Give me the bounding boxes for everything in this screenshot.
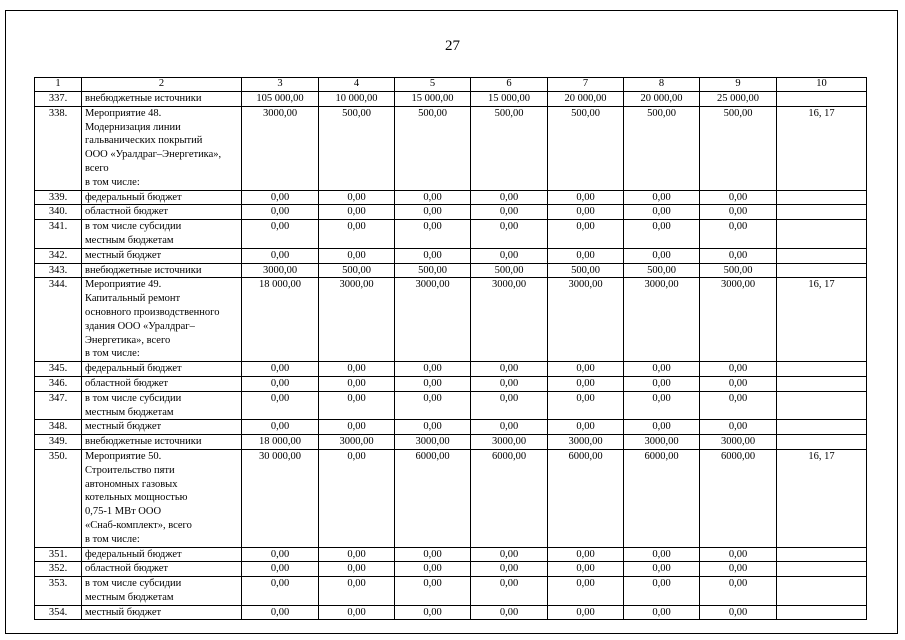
value-cell: 0,00 <box>700 420 777 435</box>
description-line: здания ООО «Уралдраг– <box>85 320 195 332</box>
row-description <box>82 263 242 278</box>
value-cell: 3000,00 <box>471 278 548 362</box>
value-cell: 0,00 <box>548 362 624 377</box>
table-row <box>35 220 867 249</box>
value-cell: 0,00 <box>548 391 624 420</box>
col-header: 4 <box>319 78 395 92</box>
description-line: местный бюджет <box>85 249 162 261</box>
description-line: котельных мощностью <box>85 492 188 504</box>
table-row <box>35 106 867 190</box>
value-cell: 15 000,00 <box>395 92 471 107</box>
row-number: 345. <box>35 362 82 377</box>
value-cell: 0,00 <box>624 362 700 377</box>
description-line: в том числе: <box>85 348 140 360</box>
row-description <box>82 577 242 606</box>
description-line: Мероприятие 50. <box>85 450 162 462</box>
target-indicator-ref <box>777 562 867 577</box>
target-indicator-ref <box>777 263 867 278</box>
value-cell: 0,00 <box>395 220 471 249</box>
value-cell: 0,00 <box>242 420 319 435</box>
row-description <box>82 376 242 391</box>
description-line: автономных газовых <box>85 478 178 490</box>
value-cell: 0,00 <box>242 605 319 620</box>
col-header: 8 <box>624 78 700 92</box>
row-number: 337. <box>35 92 82 107</box>
row-number: 343. <box>35 263 82 278</box>
value-cell: 0,00 <box>242 190 319 205</box>
description-line: гальванических покрытий <box>85 135 203 147</box>
value-cell: 0,00 <box>548 376 624 391</box>
description-line: ООО «Уралдраг–Энергетика», <box>85 149 222 161</box>
col-header: 2 <box>82 78 242 92</box>
table-row <box>35 547 867 562</box>
value-cell: 0,00 <box>395 577 471 606</box>
value-cell: 0,00 <box>624 547 700 562</box>
value-cell: 0,00 <box>395 391 471 420</box>
row-description <box>82 362 242 377</box>
row-description <box>82 220 242 249</box>
value-cell: 0,00 <box>242 547 319 562</box>
target-indicator-ref <box>777 547 867 562</box>
value-cell: 10 000,00 <box>319 92 395 107</box>
col-header: 7 <box>548 78 624 92</box>
row-number: 348. <box>35 420 82 435</box>
table-row <box>35 92 867 107</box>
value-cell: 105 000,00 <box>242 92 319 107</box>
table-row <box>35 562 867 577</box>
value-cell: 0,00 <box>548 420 624 435</box>
value-cell: 3000,00 <box>395 278 471 362</box>
col-header: 10 <box>777 78 867 92</box>
value-cell: 0,00 <box>548 562 624 577</box>
value-cell: 500,00 <box>395 106 471 190</box>
description-line: 0,75-1 МВт ООО <box>85 506 162 518</box>
value-cell: 0,00 <box>700 376 777 391</box>
value-cell: 0,00 <box>471 577 548 606</box>
target-indicator-ref <box>777 391 867 420</box>
table-row <box>35 263 867 278</box>
description-line: Модернизация линии <box>85 121 181 133</box>
value-cell: 0,00 <box>548 605 624 620</box>
value-cell: 500,00 <box>700 263 777 278</box>
value-cell: 0,00 <box>395 362 471 377</box>
value-cell: 0,00 <box>471 420 548 435</box>
value-cell: 3000,00 <box>548 278 624 362</box>
description-line: местным бюджетам <box>85 234 174 246</box>
value-cell: 0,00 <box>242 577 319 606</box>
value-cell: 0,00 <box>319 577 395 606</box>
value-cell: 0,00 <box>471 362 548 377</box>
row-number: 341. <box>35 220 82 249</box>
row-number: 350. <box>35 449 82 547</box>
row-number: 344. <box>35 278 82 362</box>
value-cell: 0,00 <box>471 547 548 562</box>
value-cell: 0,00 <box>471 376 548 391</box>
value-cell: 0,00 <box>319 190 395 205</box>
value-cell: 0,00 <box>319 248 395 263</box>
value-cell: 0,00 <box>395 562 471 577</box>
table-row <box>35 435 867 450</box>
value-cell: 0,00 <box>395 248 471 263</box>
row-number: 351. <box>35 547 82 562</box>
table-row <box>35 205 867 220</box>
value-cell: 6000,00 <box>548 449 624 547</box>
description-line: федеральный бюджет <box>85 548 182 560</box>
description-line: местным бюджетам <box>85 406 174 418</box>
value-cell: 0,00 <box>471 220 548 249</box>
description-line: в том числе: <box>85 533 140 545</box>
target-indicator-ref <box>777 577 867 606</box>
row-description <box>82 205 242 220</box>
value-cell: 3000,00 <box>319 435 395 450</box>
col-header: 5 <box>395 78 471 92</box>
value-cell: 0,00 <box>471 248 548 263</box>
description-line: местный бюджет <box>85 606 162 618</box>
target-indicator-ref: 16, 17 <box>777 449 867 547</box>
value-cell: 0,00 <box>319 605 395 620</box>
value-cell: 0,00 <box>242 220 319 249</box>
table-row <box>35 420 867 435</box>
value-cell: 0,00 <box>624 605 700 620</box>
description-line: внебюджетные источники <box>85 93 202 104</box>
value-cell: 0,00 <box>319 220 395 249</box>
value-cell: 0,00 <box>624 220 700 249</box>
value-cell: 3000,00 <box>700 278 777 362</box>
value-cell: 0,00 <box>395 376 471 391</box>
value-cell: 0,00 <box>319 562 395 577</box>
row-description <box>82 106 242 190</box>
row-description <box>82 435 242 450</box>
value-cell: 0,00 <box>700 362 777 377</box>
description-line: федеральный бюджет <box>85 363 182 375</box>
target-indicator-ref: 16, 17 <box>777 106 867 190</box>
row-description <box>82 449 242 547</box>
value-cell: 0,00 <box>548 205 624 220</box>
value-cell: 0,00 <box>395 205 471 220</box>
description-line: в том числе субсидии <box>85 578 182 590</box>
value-cell: 3000,00 <box>548 435 624 450</box>
value-cell: 0,00 <box>548 547 624 562</box>
value-cell: 0,00 <box>242 205 319 220</box>
row-description <box>82 547 242 562</box>
value-cell: 3000,00 <box>471 435 548 450</box>
value-cell: 0,00 <box>624 190 700 205</box>
col-header: 9 <box>700 78 777 92</box>
row-description <box>82 420 242 435</box>
target-indicator-ref <box>777 435 867 450</box>
row-number: 340. <box>35 205 82 220</box>
description-line: Мероприятие 49. <box>85 279 162 291</box>
row-number: 347. <box>35 391 82 420</box>
row-number: 353. <box>35 577 82 606</box>
value-cell: 500,00 <box>319 106 395 190</box>
description-line: внебюджетные источники <box>85 436 202 448</box>
target-indicator-ref <box>777 220 867 249</box>
value-cell: 6000,00 <box>395 449 471 547</box>
value-cell: 0,00 <box>624 391 700 420</box>
target-indicator-ref <box>777 376 867 391</box>
value-cell: 0,00 <box>319 205 395 220</box>
value-cell: 0,00 <box>700 577 777 606</box>
value-cell: 0,00 <box>624 577 700 606</box>
value-cell: 3000,00 <box>624 278 700 362</box>
row-number: 354. <box>35 605 82 620</box>
table-row <box>35 190 867 205</box>
row-description <box>82 190 242 205</box>
value-cell: 3000,00 <box>700 435 777 450</box>
value-cell: 0,00 <box>395 190 471 205</box>
description-line: внебюджетные источники <box>85 264 202 276</box>
col-header: 6 <box>471 78 548 92</box>
table-row <box>35 605 867 620</box>
description-line: основного производственного <box>85 306 220 318</box>
value-cell: 500,00 <box>624 106 700 190</box>
budget-table <box>34 77 867 620</box>
row-description <box>82 278 242 362</box>
description-line: федеральный бюджет <box>85 191 182 203</box>
value-cell: 0,00 <box>471 562 548 577</box>
table-row <box>35 577 867 606</box>
value-cell: 0,00 <box>319 547 395 562</box>
value-cell: 500,00 <box>319 263 395 278</box>
row-number: 338. <box>35 106 82 190</box>
description-line: Капитальный ремонт <box>85 293 181 305</box>
value-cell: 30 000,00 <box>242 449 319 547</box>
value-cell: 0,00 <box>548 577 624 606</box>
value-cell: 3000,00 <box>624 435 700 450</box>
table-row <box>35 391 867 420</box>
col-header: 3 <box>242 78 319 92</box>
value-cell: 0,00 <box>548 220 624 249</box>
target-indicator-ref: 16, 17 <box>777 278 867 362</box>
value-cell: 0,00 <box>242 376 319 391</box>
description-line: Энергетика», всего <box>85 334 171 346</box>
target-indicator-ref <box>777 362 867 377</box>
value-cell: 0,00 <box>624 205 700 220</box>
row-description <box>82 92 242 107</box>
value-cell: 0,00 <box>471 205 548 220</box>
value-cell: 500,00 <box>700 106 777 190</box>
row-number: 346. <box>35 376 82 391</box>
description-line: в том числе субсидии <box>85 392 182 404</box>
row-description <box>82 248 242 263</box>
value-cell: 0,00 <box>319 420 395 435</box>
table-header-row <box>35 78 867 92</box>
row-number: 352. <box>35 562 82 577</box>
value-cell: 0,00 <box>395 547 471 562</box>
row-number: 339. <box>35 190 82 205</box>
value-cell: 0,00 <box>395 605 471 620</box>
value-cell: 0,00 <box>548 190 624 205</box>
value-cell: 3000,00 <box>242 106 319 190</box>
value-cell: 6000,00 <box>624 449 700 547</box>
value-cell: 0,00 <box>471 391 548 420</box>
value-cell: 18 000,00 <box>242 278 319 362</box>
target-indicator-ref <box>777 605 867 620</box>
value-cell: 0,00 <box>700 605 777 620</box>
value-cell: 0,00 <box>471 605 548 620</box>
description-line: Строительство пяти <box>85 464 175 476</box>
value-cell: 500,00 <box>471 106 548 190</box>
description-line: Мероприятие 48. <box>85 107 162 119</box>
value-cell: 3000,00 <box>242 263 319 278</box>
value-cell: 0,00 <box>624 420 700 435</box>
value-cell: 500,00 <box>548 106 624 190</box>
value-cell: 20 000,00 <box>548 92 624 107</box>
value-cell: 0,00 <box>319 391 395 420</box>
description-line: областной бюджет <box>85 206 168 218</box>
row-number: 349. <box>35 435 82 450</box>
row-number: 342. <box>35 248 82 263</box>
description-line: областной бюджет <box>85 377 168 389</box>
table-row <box>35 278 867 362</box>
value-cell: 20 000,00 <box>624 92 700 107</box>
target-indicator-ref <box>777 248 867 263</box>
table-row <box>35 248 867 263</box>
value-cell: 0,00 <box>700 205 777 220</box>
value-cell: 0,00 <box>319 376 395 391</box>
row-description <box>82 562 242 577</box>
value-cell: 0,00 <box>242 562 319 577</box>
value-cell: 0,00 <box>548 248 624 263</box>
value-cell: 0,00 <box>624 248 700 263</box>
description-line: «Снаб-комплект», всего <box>85 519 192 531</box>
value-cell: 18 000,00 <box>242 435 319 450</box>
col-header: 1 <box>35 78 82 92</box>
description-line: областной бюджет <box>85 563 168 575</box>
table-row <box>35 362 867 377</box>
value-cell: 500,00 <box>395 263 471 278</box>
value-cell: 0,00 <box>319 449 395 547</box>
description-line: в том числе: <box>85 176 140 188</box>
value-cell: 0,00 <box>700 248 777 263</box>
description-line: всего <box>85 162 109 174</box>
target-indicator-ref <box>777 92 867 107</box>
value-cell: 0,00 <box>242 248 319 263</box>
page-number: 27 <box>445 38 460 54</box>
value-cell: 15 000,00 <box>471 92 548 107</box>
value-cell: 0,00 <box>395 420 471 435</box>
target-indicator-ref <box>777 190 867 205</box>
value-cell: 6000,00 <box>471 449 548 547</box>
value-cell: 3000,00 <box>319 278 395 362</box>
value-cell: 3000,00 <box>395 435 471 450</box>
value-cell: 500,00 <box>548 263 624 278</box>
value-cell: 6000,00 <box>700 449 777 547</box>
value-cell: 500,00 <box>471 263 548 278</box>
value-cell: 500,00 <box>624 263 700 278</box>
value-cell: 0,00 <box>700 220 777 249</box>
description-line: местный бюджет <box>85 421 162 433</box>
row-description <box>82 605 242 620</box>
description-line: в том числе субсидии <box>85 221 182 233</box>
table-row <box>35 376 867 391</box>
target-indicator-ref <box>777 420 867 435</box>
value-cell: 0,00 <box>700 547 777 562</box>
value-cell: 0,00 <box>700 562 777 577</box>
row-description <box>82 391 242 420</box>
value-cell: 0,00 <box>319 362 395 377</box>
value-cell: 0,00 <box>242 391 319 420</box>
value-cell: 25 000,00 <box>700 92 777 107</box>
value-cell: 0,00 <box>624 562 700 577</box>
value-cell: 0,00 <box>700 190 777 205</box>
value-cell: 0,00 <box>471 190 548 205</box>
description-line: местным бюджетам <box>85 591 174 603</box>
target-indicator-ref <box>777 205 867 220</box>
table-row <box>35 449 867 547</box>
value-cell: 0,00 <box>242 362 319 377</box>
value-cell: 0,00 <box>700 391 777 420</box>
value-cell: 0,00 <box>624 376 700 391</box>
